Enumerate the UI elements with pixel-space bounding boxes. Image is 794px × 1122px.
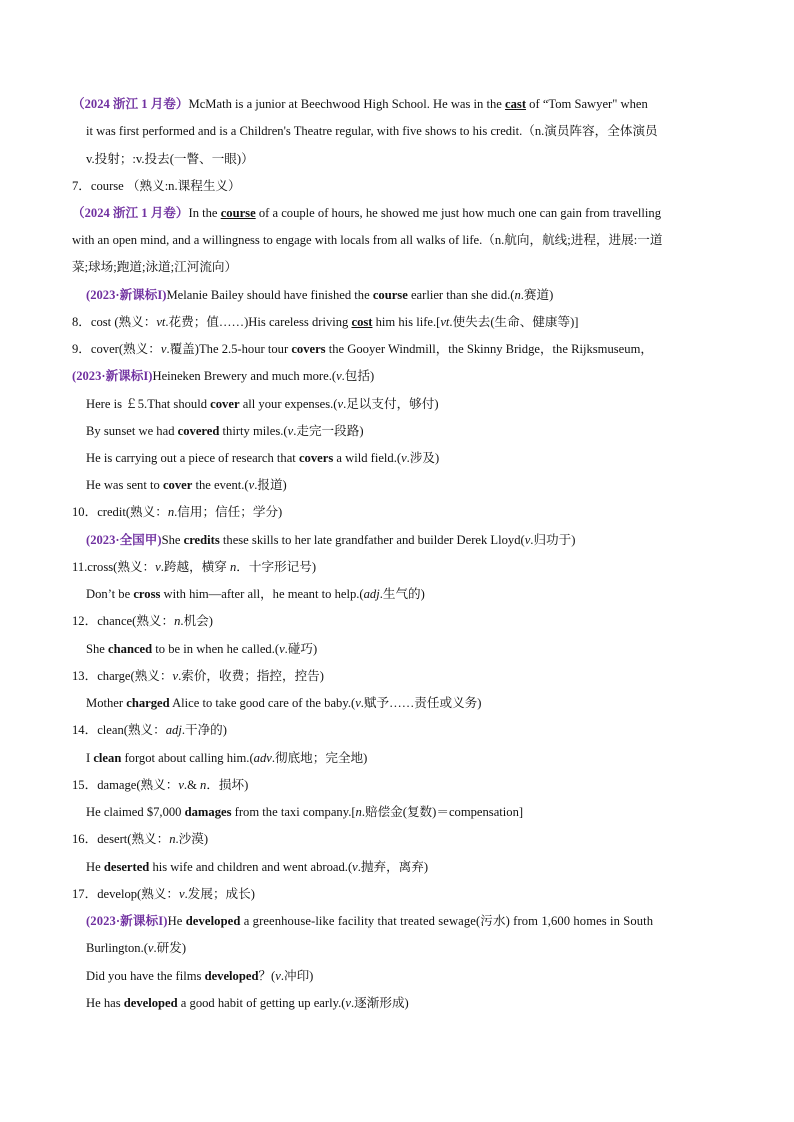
desert-example: He deserted his wife and children and went abroad.(v.抛弃，离弃) — [86, 860, 429, 874]
keyword: clean — [93, 751, 122, 765]
charge-example: Mother charged Alice to take good care of the baby.(v.赋予……责任或义务) — [86, 696, 482, 710]
entry-heading-credit: 10．credit(熟义：n.信用；信任；学分) — [72, 505, 283, 519]
develop-example1-line2: Burlington.(v.研发) — [86, 941, 187, 955]
keyword: cross — [133, 587, 161, 601]
develop-example3: He has developed a good habit of getting up early.(v.逐渐形成) — [86, 996, 409, 1010]
course-example2: (2023·新课标I)Melanie Bailey should have finished the course earlier than she did.(n.赛道) — [86, 288, 554, 302]
keyword: developed — [123, 996, 178, 1010]
entry-heading-cover: 9．cover(熟义：v.覆盖)The 2.5-hour tour covers the Gooyer Windmill，the Skinny Bridge，the Rijksmuseum， — [72, 342, 653, 356]
keyword: course — [220, 206, 256, 220]
entry-heading-chance: 12．chance(熟义：n.机会) — [72, 614, 213, 628]
source-tag: （2024 浙江 1 月卷） — [72, 97, 189, 111]
keyword: covered — [177, 424, 220, 438]
keyword: cost — [351, 315, 373, 329]
keyword: covers — [291, 342, 326, 356]
course-example-line1: （2024 浙江 1 月卷）In the course of a couple of hours, he showed me just how much one can gain from travelling — [72, 206, 662, 220]
cast-entry-line3: v.投射；:v.投去(一瞥、一眼)） — [86, 152, 254, 166]
entry-heading-course: 7．course （熟义:n.课程生义） — [72, 179, 241, 193]
cover-example: Here is ￡5.That should cover all your expenses.(v.足以支付，够付) — [86, 397, 439, 411]
source-tag: （2024 浙江 1 月卷） — [72, 206, 189, 220]
source-tag: (2023·新课标I) — [86, 914, 168, 928]
keyword: course — [372, 288, 408, 302]
entry-heading-clean: 14．clean(熟义：adj.干净的) — [72, 723, 227, 737]
chance-example: She chanced to be in when he called.(v.碰巧) — [86, 642, 318, 656]
keyword: charged — [126, 696, 170, 710]
cover-line2: (2023·新课标I)Heineken Brewery and much more.(v.包括) — [72, 369, 375, 383]
source-tag: (2023·新课标I) — [72, 369, 153, 383]
entry-heading-cost: 8．cost (熟义：vt.花费；值……)His careless driving cost him his life.[vt.使失去(生命、健康等)] — [72, 315, 579, 329]
develop-example2: Did you have the films developed？(v.冲印) — [86, 969, 314, 983]
keyword: cover — [210, 397, 240, 411]
cross-example: Don’t be cross with him—after all，he meant to help.(adj.生气的) — [86, 587, 425, 601]
entry-heading-cross: 11.cross(熟义：v.跨越，横穿 n．十字形记号) — [72, 560, 317, 574]
keyword: cast — [505, 97, 527, 111]
keyword: damages — [184, 805, 232, 819]
course-example-line3: 菜;球场;跑道;泳道;江河流向） — [72, 260, 238, 274]
damage-example: He claimed $7,000 damages from the taxi company.[n.赔偿金(复数)＝compensation] — [86, 805, 524, 819]
keyword: developed — [204, 969, 259, 983]
course-example-line2: with an open mind, and a willingness to engage with locals from all walks of life.（n.航向，航线;进程，进展:一道 — [72, 233, 663, 247]
keyword: credits — [183, 533, 220, 547]
source-tag: (2023·新课标I) — [86, 288, 167, 302]
develop-example1-line1: (2023·新课标I)He developed a greenhouse-like facility that treated sewage(污水) from 1,600 homes in South — [86, 914, 654, 928]
cover-example: He was sent to cover the event.(v.报道) — [86, 478, 287, 492]
entry-heading-desert: 16．desert(熟义：n.沙漠) — [72, 832, 209, 846]
cast-entry-line2: it was first performed and is a Children's Theatre regular, with five shows to his credit.（n.演员阵容，全体演员 — [86, 124, 658, 138]
entry-heading-develop: 17．develop(熟义：v.发展；成长) — [72, 887, 255, 901]
entry-heading-damage: 15．damage(熟义：v.& n．损坏) — [72, 778, 249, 792]
keyword: developed — [185, 914, 241, 928]
keyword: covers — [298, 451, 334, 465]
keyword: deserted — [103, 860, 150, 874]
credit-example: (2023·全国甲)She credits these skills to her late grandfather and builder Derek Lloyd(v.归功于) — [86, 533, 576, 547]
entry-heading-charge: 13．charge(熟义：v.索价，收费；指控，控告) — [72, 669, 324, 683]
keyword: chanced — [108, 642, 153, 656]
cover-example: By sunset we had covered thirty miles.(v.走完一段路) — [86, 424, 364, 438]
cast-entry-line1: （2024 浙江 1 月卷）McMath is a junior at Beechwood High School. He was in the cast of “Tom Sawyer" when — [72, 97, 648, 111]
keyword: cover — [162, 478, 193, 492]
cover-example: He is carrying out a piece of research that covers a wild field.(v.涉及) — [86, 451, 440, 465]
source-tag: (2023·全国甲) — [86, 533, 162, 547]
clean-example: I clean forgot about calling him.(adv.彻底地；完全地) — [86, 751, 368, 765]
